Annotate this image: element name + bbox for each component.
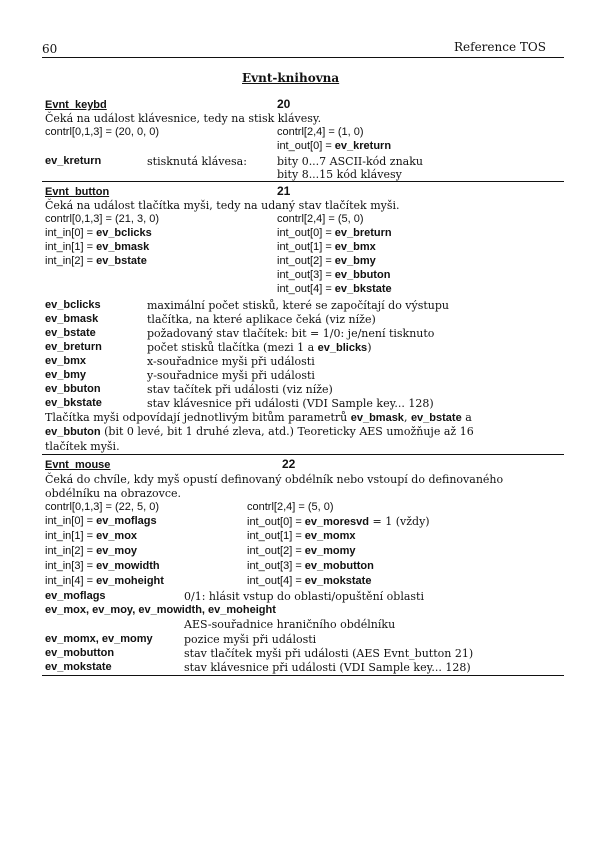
int-out-suffix: = 1 (vždy) [369,515,430,528]
param-name-group: ev_momx, ev_momy [45,633,153,645]
note-line-1 [45,411,472,425]
param-desc: tlačítka, na které aplikace čeká (viz níže) [147,313,376,326]
param-ev-bclicks: ev_bclicks [96,227,152,239]
int-in-row [45,530,137,543]
param-ev-mobutton: ev_mobutton [304,560,374,572]
param-desc: stav klávesnice při události (VDI Sample key... 128) [184,661,471,674]
int-out-row [247,530,356,543]
int-in-row [45,515,157,528]
param-ref-ev-bstate: ev_bstate [410,412,462,424]
opcode-evnt-keybd: 20 [277,97,291,111]
param-ref-ev-bmask: ev_bmask [350,412,404,424]
param-desc: x-souřadnice myši při události [147,355,315,368]
int-in-prefix: int_in[1] = [45,241,97,253]
contrl-output-evnt-mouse: contrl[2,4] = (5, 0) [247,501,334,513]
param-desc: y-souřadnice myši při události [147,369,315,382]
int-in-row [45,575,164,588]
param-desc [147,341,371,355]
section-title: Evnt-knihovna [242,71,340,85]
param-ev-moy: ev_moy [96,545,138,557]
int-out-prefix: int_out[1] = [247,530,305,542]
param-ref-ev-bbuton: ev_bbuton [45,426,101,438]
param-desc: stav tlačítek myši při události (AES Evnt_button 21) [184,647,474,660]
note-text: , [403,411,411,424]
header-rule [42,57,564,58]
int-out-prefix: int_out[4] = [277,283,335,295]
int-in-prefix: int_in[1] = [45,530,97,542]
param-ev-moresvd: ev_moresvd [304,516,370,528]
contrl-input-evnt-mouse: contrl[0,1,3] = (22, 5, 0) [45,501,160,513]
int-out-prefix: int_out[2] = [247,545,305,557]
int-in-prefix: int_in[2] = [45,545,97,557]
param-ev-moheight: ev_moheight [96,575,164,587]
int-in-row [45,241,149,254]
section-divider [42,454,564,455]
param-ev-bmx: ev_bmx [334,241,376,253]
function-name-evnt-button: Evnt_button [45,186,110,198]
param-ev-kreturn: ev_kreturn [334,140,392,152]
opcode-evnt-button: 21 [277,184,291,198]
contrl-output-evnt-keybd: contrl[2,4] = (1, 0) [277,126,364,138]
contrl-input-evnt-button: contrl[0,1,3] = (21, 3, 0) [45,213,160,225]
int-out-row [247,560,374,573]
int-in-prefix: int_in[3] = [45,560,97,572]
int-out-prefix: int_out[1] = [277,241,335,253]
param-name: ev_bstate [45,327,96,339]
note-text: a [461,411,472,424]
int-in-row [45,255,147,268]
param-name: ev_breturn [45,341,102,353]
int-out-row [277,241,376,254]
int-out-row [277,255,376,268]
int-in-prefix: int_in[0] = [45,227,97,239]
param-ev-moflags: ev_moflags [96,515,157,527]
param-name: ev_bbuton [45,383,101,395]
int-out-evnt-keybd [277,140,391,153]
param-name: ev_mobutton [45,647,115,659]
param-ev-bmask: ev_bmask [96,241,150,253]
int-out-row [247,545,356,558]
param-name: ev_moflags [45,590,106,602]
param-ev-bbuton: ev_bbuton [334,269,391,281]
int-out-row [277,283,392,296]
param-ev-mox: ev_mox [96,530,138,542]
param-name-group: ev_mox, ev_moy, ev_mowidth, ev_moheight [45,604,276,616]
description-evnt-button: Čeká na událost tlačítka myši, tedy na udaný stav tlačítek myši. [45,199,400,212]
param-desc: pozice myši při události [184,633,317,646]
int-out-prefix: int_out[3] = [247,560,305,572]
param-name: ev_bclicks [45,299,101,311]
description-evnt-mouse-2: obdélníku na obrazovce. [45,487,182,500]
contrl-output-evnt-button: contrl[2,4] = (5, 0) [277,213,364,225]
int-in-prefix: int_in[0] = [45,515,97,527]
note-line-3: tlačítek myši. [45,440,120,453]
param-name: ev_bmy [45,369,86,381]
param-ev-bstate: ev_bstate [96,255,147,267]
param-name-ev-kreturn: ev_kreturn [45,155,102,167]
note-text: (bit 0 levé, bit 1 druhé zleva, atd.) Teoreticky AES umožňuje až 16 [100,425,474,438]
int-out-row [247,575,371,588]
int-in-row [45,545,137,558]
function-name-evnt-keybd: Evnt_keybd [45,99,107,111]
description-evnt-keybd: Čeká na událost klávesnice, tedy na stisk klávesy. [45,112,322,125]
int-out-row [277,269,390,282]
int-out-prefix: int_out[0] = [277,227,335,239]
note-line-2 [45,425,474,439]
int-out-row [247,515,430,529]
int-in-prefix: int_in[4] = [45,575,97,587]
section-divider [42,675,564,676]
param-ev-mowidth: ev_mowidth [96,560,160,572]
bits-line-2: bity 8...15 kód klávesy [277,168,402,181]
param-name: ev_bmx [45,355,86,367]
param-desc: stav klávesnice při události (VDI Sample key... 128) [147,397,434,410]
param-ev-momx: ev_momx [304,530,356,542]
param-desc-ev-kreturn: stisknutá klávesa: [147,155,247,168]
section-divider [42,181,564,182]
param-ev-bmy: ev_bmy [334,255,376,267]
function-name-evnt-mouse: Evnt_mouse [45,459,111,471]
param-name: ev_bkstate [45,397,102,409]
description-evnt-mouse-1: Čeká do chvíle, kdy myš opustí definovaný obdélník nebo vstoupí do definovaného [45,473,504,486]
running-title: Reference TOS [454,40,546,54]
param-ev-breturn: ev_breturn [334,227,392,239]
int-out-prefix: int_out[3] = [277,269,335,281]
param-ev-momy: ev_momy [304,545,356,557]
int-out-prefix: int_out[4] = [247,575,305,587]
param-name: ev_bmask [45,313,99,325]
note-text: Tlačítka myši odpovídají jednotlivým bitům parametrů [45,411,351,424]
param-ref-ev-blicks: ev_blicks [317,342,368,354]
param-ev-mokstate: ev_mokstate [304,575,372,587]
int-in-row [45,560,160,573]
param-desc-text: počet stisků tlačítka (mezi 1 a [147,341,318,354]
int-in-row [45,227,152,240]
opcode-evnt-mouse: 22 [282,457,296,471]
param-desc: AES-souřadnice hraničního obdélníku [184,618,396,631]
page-number: 60 [42,42,58,56]
param-desc: požadovaný stav tlačítek: bit = 1/0: je/není tisknuto [147,327,435,340]
bits-line-1: bity 0...7 ASCII-kód znaku [277,155,423,168]
int-in-prefix: int_in[2] = [45,255,97,267]
int-out-row [277,227,392,240]
int-out-prefix: int_out[2] = [277,255,335,267]
param-desc-end: ) [367,341,372,354]
contrl-input-evnt-keybd: contrl[0,1,3] = (20, 0, 0) [45,126,160,138]
param-desc: maximální počet stisků, které se započítají do výstupu [147,299,450,312]
param-ev-bkstate: ev_bkstate [334,283,392,295]
int-out-prefix: int_out[0] = [277,140,335,152]
param-desc: stav tačítek při události (viz níže) [147,383,333,396]
param-desc: 0/1: hlásit vstup do oblasti/opuštění oblasti [184,590,424,603]
param-name: ev_mokstate [45,661,112,673]
int-out-prefix: int_out[0] = [247,516,305,528]
